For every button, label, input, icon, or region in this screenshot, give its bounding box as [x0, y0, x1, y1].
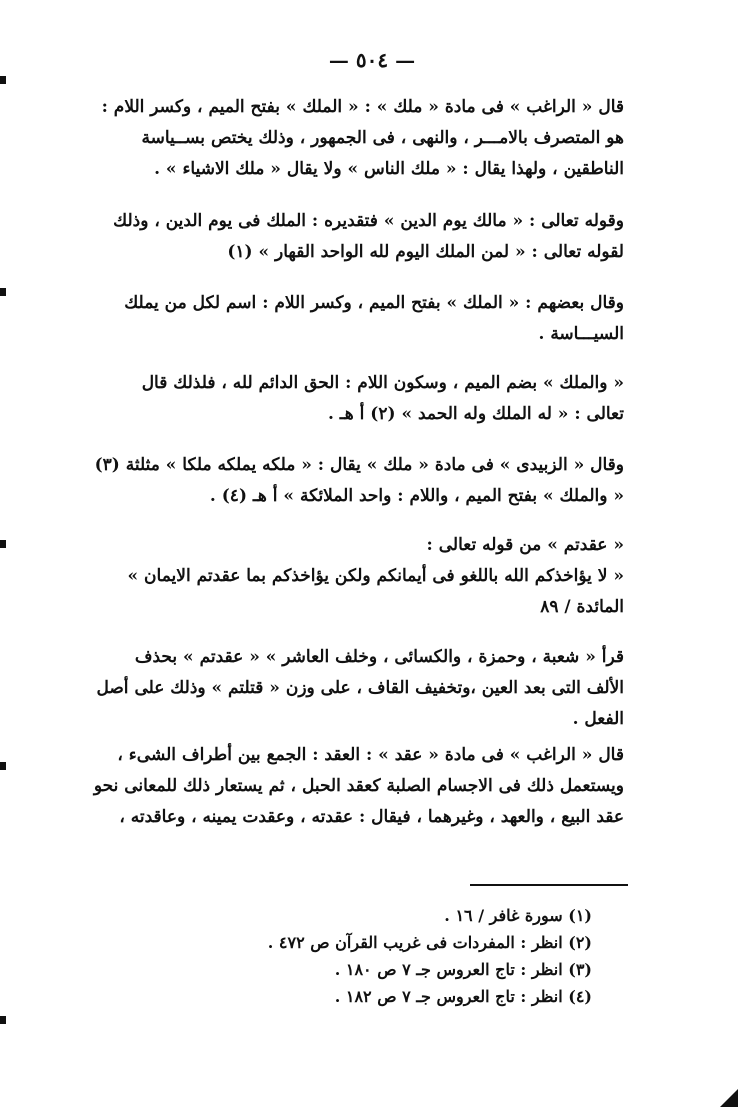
footnote-separator: [470, 884, 628, 886]
text-line: قال « الراغب » فى مادة « ملك » : « الملك » بفتح الميم ، وكسر اللام :: [101, 97, 624, 117]
text-line: الفعل .: [572, 709, 624, 729]
text-line: المائدة / ٨٩: [540, 597, 624, 617]
text-line: « والملك » بضم الميم ، وسكون اللام : الحق الدائم لله ، فلذلك قال: [141, 373, 624, 393]
paragraph-zabidi: [64, 450, 624, 512]
paragraph-malik-yawm-aldin: [64, 206, 624, 268]
text-line: لقوله تعالى : « لمن الملك اليوم لله الواحد القهار » (١): [227, 242, 624, 262]
scan-corner-mark: [720, 1089, 738, 1107]
text-line: وقال بعضهم : « الملك » بفتح الميم ، وكسر اللام : اسم لكل من يملك: [124, 293, 624, 313]
paragraph-mulk: [64, 368, 624, 430]
paragraph-raghib-aqd: [64, 740, 624, 833]
scan-edge-mark: [0, 76, 6, 84]
scan-edge-mark: [0, 288, 6, 296]
scan-edge-mark: [0, 540, 6, 548]
text-line: هو المتصرف بالامـــر ، والنهى ، فى الجمهور ، وذلك يختص بســياسة: [141, 128, 624, 148]
text-line: « والملك » بفتح الميم ، واللام : واحد الملائكة » أ هـ (٤) .: [209, 486, 624, 506]
text-line: عقد البيع ، والعهد ، وغيرهما ، فيقال : عقدته ، وعقدت يمينه ، وعاقدته ،: [119, 807, 624, 827]
paragraph-qiraat: [64, 642, 624, 735]
paragraph-raghib-malik: [64, 92, 624, 185]
scan-edge-mark: [0, 762, 6, 770]
text-line: قرأ « شعبة ، وحمزة ، والكسائى ، وخلف العاشر » « عقدتم » بحذف: [134, 647, 624, 667]
footnote: (٣) انظر : تاج العروس جـ ٧ ص ١٨٠ .: [334, 960, 592, 979]
text-line: قال « الراغب » فى مادة « عقد » : العقد : الجمع بين أطراف الشىء ،: [117, 745, 624, 765]
paragraph-aqadtum-verse: [64, 530, 624, 623]
text-line: الناطقين ، ولهذا يقال : « ملك الناس » ولا يقال « ملك الاشياء » .: [154, 159, 624, 179]
page-number: — ٥٠٤ —: [328, 48, 416, 72]
text-line: ويستعمل ذلك فى الاجسام الصلبة كعقد الحبل ، ثم يستعار ذلك للمعانى نحو: [93, 776, 624, 796]
footnote: (١) سورة غافر / ١٦ .: [444, 906, 592, 925]
paragraph-baadhuhum: [64, 288, 624, 350]
text-line: وقال « الزبيدى » فى مادة « ملك » يقال : « ملكه يملكه ملكا » مثلثة (٣): [94, 455, 624, 475]
footnotes: [162, 902, 592, 1010]
scan-edge-mark: [0, 1016, 6, 1024]
text-line: وقوله تعالى : « مالك يوم الدين » فتقديره : الملك فى يوم الدين ، وذلك: [113, 211, 624, 231]
text-line: السيـــاسة .: [538, 324, 624, 344]
footnote: (٤) انظر : تاج العروس جـ ٧ ص ١٨٢ .: [334, 987, 592, 1006]
text-line: تعالى : « له الملك وله الحمد » (٢) أ هـ .: [327, 404, 624, 424]
text-line: « عقدتم » من قوله تعالى :: [426, 535, 624, 555]
text-line: « لا يؤاخذكم الله باللغو فى أيمانكم ولكن يؤاخذكم بما عقدتم الايمان »: [127, 566, 624, 586]
footnote: (٢) انظر : المفردات فى غريب القرآن ص ٤٧٢ .: [267, 933, 592, 952]
text-line: الألف التى بعد العين ،وتخفيف القاف ، على وزن « قتلتم » وذلك على أصل: [96, 678, 624, 698]
